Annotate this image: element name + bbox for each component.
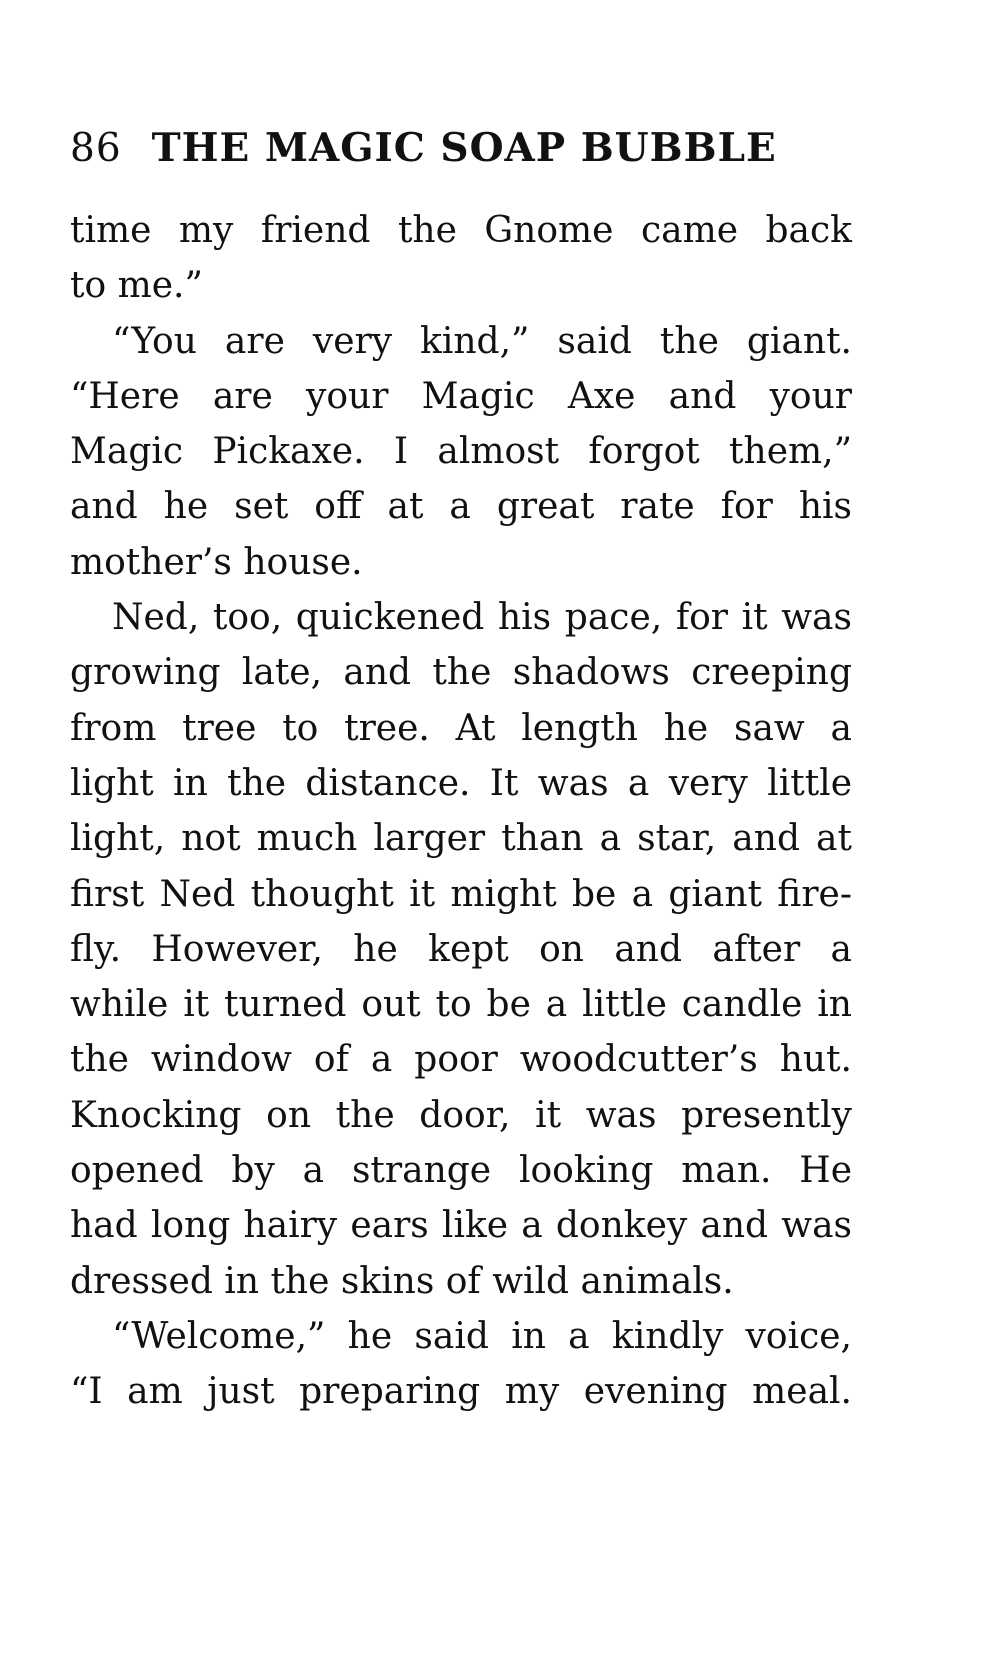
text-line: from tree to tree. At length he saw a (70, 707, 852, 749)
text-line: growing late, and the shadows creeping (70, 652, 852, 694)
text-line: the window of a poor woodcutter’s hut. (70, 1039, 852, 1081)
text-line: first Ned thought it might be a giant fire- (70, 873, 852, 915)
body-text (70, 203, 852, 1420)
text-line: Knocking on the door, it was presently (70, 1094, 852, 1136)
paragraph (70, 1309, 852, 1420)
text-line: mother’s house. (70, 541, 363, 583)
text-line: opened by a strange looking man. He (70, 1150, 852, 1192)
paragraph (70, 203, 852, 314)
text-line: to me.” (70, 265, 203, 307)
text-line: “Welcome,” he said in a kindly voice, (112, 1315, 852, 1357)
text-line: Magic Pickaxe. I almost forgot them,” (70, 431, 852, 473)
text-line: dressed in the skins of wild animals. (70, 1260, 734, 1302)
text-line: while it turned out to be a little candle in (70, 984, 852, 1026)
text-line: had long hairy ears like a donkey and was (70, 1205, 852, 1247)
running-head (70, 118, 852, 178)
paragraph (70, 314, 852, 590)
text-line: time my friend the Gnome came back (70, 210, 852, 251)
running-title: THE MAGIC SOAP BUBBLE (151, 125, 777, 171)
text-line: light, not much larger than a star, and at (70, 818, 852, 860)
text-line: fly. However, he kept on and after a (70, 928, 852, 970)
page-number: 86 (70, 126, 122, 171)
text-line: light in the distance. It was a very little (70, 762, 852, 804)
book-page (70, 118, 852, 1420)
text-line: “Here are your Magic Axe and your (70, 375, 852, 417)
text-line: “You are very kind,” said the giant. (112, 320, 852, 362)
paragraph (70, 590, 852, 1309)
text-line: “I am just preparing my evening meal. (70, 1371, 852, 1413)
text-line: Ned, too, quickened his pace, for it was (112, 597, 852, 639)
text-line: and he set off at a great rate for his (70, 486, 852, 528)
